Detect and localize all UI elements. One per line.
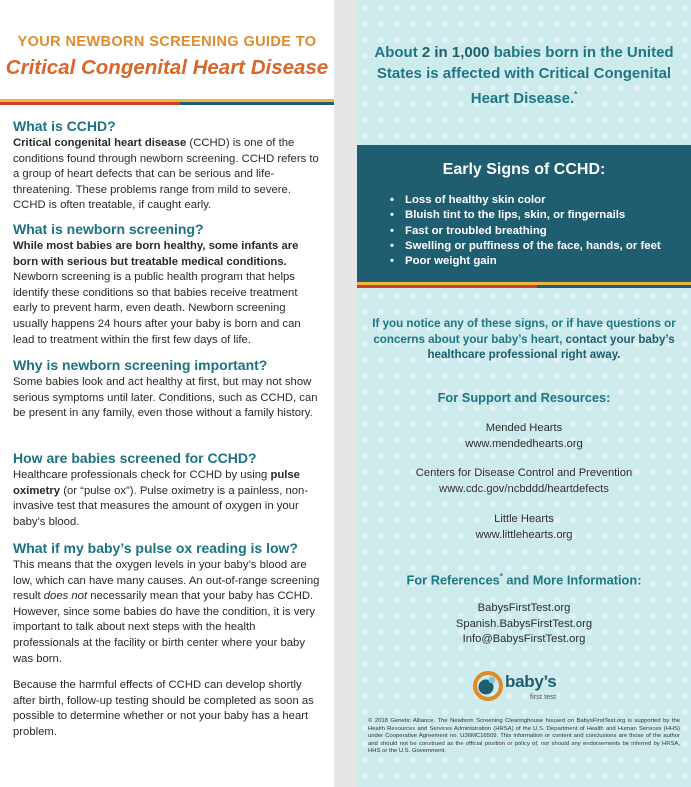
- refs-heading-post: and More Information:: [502, 572, 642, 588]
- body-text-pre: Healthcare professionals check for CCHD by using: [13, 469, 271, 481]
- section-what-is-cchd: [13, 118, 323, 214]
- early-signs-box: [357, 145, 691, 282]
- info-links: [357, 601, 691, 648]
- babys-first-test-logo: [472, 668, 592, 704]
- org-cdc: [357, 466, 691, 497]
- closing-text: Because the harmful effects of CCHD can develop shortly after birth, follow-up testing should be completed as soon as possible to determine whether or not your baby has a heart problem.: [13, 679, 314, 738]
- org-name: Little Hearts: [494, 513, 554, 525]
- org-link[interactable]: www.littlehearts.org: [475, 528, 573, 541]
- section-body: [13, 136, 323, 214]
- section-low-reading: [13, 540, 323, 667]
- guide-title: Critical Congenital Heart Disease: [5, 56, 329, 79]
- body-bold: pulse oximetry: [13, 469, 300, 497]
- section-why-important: [13, 357, 323, 422]
- body-text-pre: This means that the oxygen levels in your baby’s blood are low, which can have many causes. An out-of-range screening result: [13, 559, 320, 603]
- advice-text: [367, 316, 681, 363]
- section-how-screened: [13, 450, 323, 530]
- refs-heading-pre: For References: [406, 572, 500, 588]
- body-text: Newborn screening is a public health program that helps identify these conditions so that babies receive treatment early to prevent harm, even death. Newborn screening usually happens 24 hours after your baby is born and can lead to treatment within the first few days of life.: [13, 271, 301, 346]
- body-bold: Critical congenital heart disease: [13, 137, 187, 149]
- section-body: [13, 558, 323, 667]
- guide-kicker: YOUR NEWBORN SCREENING GUIDE TO: [17, 34, 317, 50]
- org-name: Mended Hearts: [485, 422, 563, 434]
- body-italic: does not: [43, 590, 88, 603]
- org-mended-hearts: [357, 421, 691, 452]
- section-heading: What is newborn screening?: [13, 221, 204, 237]
- advice-main: If you notice any of these signs, or if have questions or concerns about your baby’s heart,: [372, 317, 676, 346]
- org-little-hearts: [357, 512, 691, 543]
- section-what-is-newborn-screening: [13, 221, 323, 348]
- org-link[interactable]: www.cdc.gov/ncbddd/heartdefects: [439, 482, 609, 495]
- link-info-email[interactable]: Info@BabysFirstTest.org: [462, 633, 586, 645]
- guide-left-panel: [0, 0, 334, 787]
- link-spanish-babysfirsttest[interactable]: Spanish.BabysFirstTest.org: [455, 617, 593, 630]
- list-item: • Bluish tint to the lips, skin, or fingernails: [390, 208, 686, 223]
- references-heading: [357, 572, 691, 587]
- advice-strong: contact your baby’s healthcare professional right away.: [427, 332, 675, 362]
- list-item: • Poor weight gain: [390, 254, 686, 269]
- section-body: [13, 468, 323, 530]
- closing-paragraph: [13, 677, 323, 740]
- fact-post: babies born in the United States is affected with Critical Congenital Heart Disease.: [376, 44, 674, 107]
- section-body: [13, 239, 323, 348]
- body-bold: While most babies are born healthy, some infants are born with serious but treatable medical conditions.: [13, 240, 299, 268]
- body-text: (or “pulse ox”). Pulse oximetry is a painless, non-invasive test that measures the amount of oxygen in your baby’s blood.: [13, 484, 309, 528]
- section-heading: How are babies screened for CCHD?: [13, 450, 257, 466]
- refs-heading-mark: *: [499, 572, 503, 581]
- list-item: • Swelling or puffiness of the face, hands, or feet: [390, 239, 686, 254]
- list-item: • Loss of healthy skin color: [390, 193, 686, 208]
- fact-mark: *: [574, 90, 578, 99]
- link-babysfirsttest[interactable]: BabysFirstTest.org: [477, 602, 571, 614]
- early-signs-list: [390, 193, 686, 269]
- fact-pre: About: [374, 44, 422, 61]
- support-heading: For Support and Resources:: [437, 390, 611, 405]
- logo-mark-icon: [472, 668, 506, 702]
- fact-number: 2 in 1,000: [421, 44, 490, 61]
- copyright-notice: © 2018 Genetic Alliance. The Newborn Screening Clearinghouse housed on BabysFirstTest.org is supported by the Health Resources and Services Administration (HRSA) of the U.S. Department of Health and Human Services (HHS) under Cooperative Agreement no. U36MC16509. This information or content and conclusions are those of the author and should not be construed as the official position or policy of, nor should any endorsements be inferred by HRSA, HHS or the U.S. Government.: [368, 718, 680, 755]
- logo-subtext: first test: [530, 692, 557, 701]
- org-name: Centers for Disease Control and Prevention: [415, 467, 633, 479]
- section-body: Some babies look and act healthy at first, but may not show serious symptoms until later. Conditions, such as CCHD, can be present in any family, even those without a family history.: [13, 376, 318, 420]
- org-link[interactable]: www.mendedhearts.org: [465, 437, 583, 450]
- logo-text: baby’s: [505, 672, 557, 691]
- prevalence-fact: [372, 42, 676, 109]
- section-heading: Why is newborn screening important?: [13, 357, 268, 373]
- section-heading: What if my baby’s pulse ox reading is low?: [13, 540, 298, 556]
- list-item: • Fast or troubled breathing: [390, 224, 686, 239]
- early-signs-title: Early Signs of CCHD:: [442, 161, 606, 178]
- section-heading: What is CCHD?: [13, 118, 116, 134]
- body-text: (CCHD) is one of the conditions found through newborn screening. CCHD refers to a group of heart defects that can be serious and life-threatening. These problems range from mild to severe. CCHD is often treatable, if caught early.: [13, 137, 319, 212]
- body-text: necessarily mean that your baby has CCHD. However, since some babies do have the condition, it is very important to talk about next steps with the health professionals at the facility or birth center where your baby was born.: [13, 590, 316, 665]
